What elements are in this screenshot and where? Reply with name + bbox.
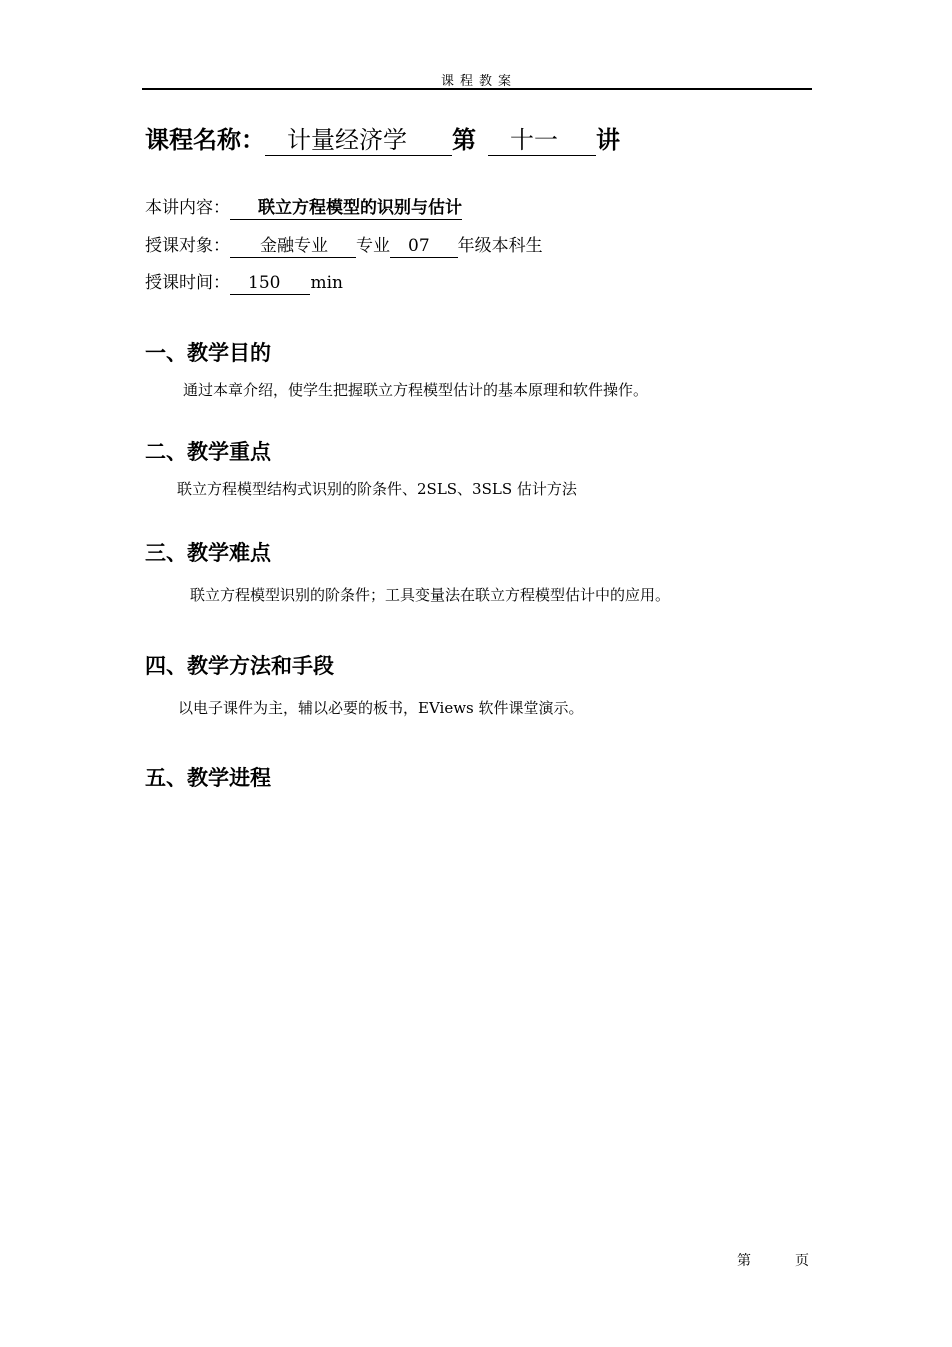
lecture-prefix: 第 xyxy=(452,126,476,154)
header-rule xyxy=(142,88,812,90)
grade-suffix: 年级本科生 xyxy=(457,236,543,256)
content-label: 本讲内容： xyxy=(145,198,230,218)
time-unit: min xyxy=(310,273,343,293)
section-body-methods: 以电子课件为主，辅以必要的板书，EViews 软件课堂演示。 xyxy=(178,699,584,717)
target-label: 授课对象： xyxy=(145,236,230,256)
course-title-line xyxy=(145,120,620,156)
teaching-time-row xyxy=(145,268,343,295)
page-number-suffix: 页 xyxy=(795,1253,809,1269)
section-heading-key-points: 二、教学重点 xyxy=(145,440,271,464)
lecture-number: 十一 xyxy=(488,127,596,156)
section-body-difficulties: 联立方程模型识别的阶条件；工具变量法在联立方程模型估计中的应用。 xyxy=(190,586,671,604)
section-body-objectives: 通过本章介绍，使学生把握联立方程模型估计的基本原理和软件操作。 xyxy=(183,381,649,399)
lecture-suffix: 讲 xyxy=(596,126,620,154)
time-value: 150 xyxy=(230,274,310,295)
lecture-content-row xyxy=(145,193,462,220)
target-audience-row xyxy=(145,231,543,258)
major-unit: 专业 xyxy=(356,236,390,256)
grade-value: 07 xyxy=(390,237,458,258)
section-body-key-points: 联立方程模型结构式识别的阶条件、2SLS、3SLS 估计方法 xyxy=(177,480,577,498)
page-number-prefix: 第 xyxy=(737,1253,751,1269)
section-heading-objectives: 一、教学目的 xyxy=(145,341,271,365)
section-heading-methods: 四、教学方法和手段 xyxy=(145,654,334,678)
section-heading-process: 五、教学进程 xyxy=(145,766,271,790)
course-label: 课程名称： xyxy=(145,126,265,154)
course-name: 计量经济学 xyxy=(265,127,452,156)
major-value: 金融专业 xyxy=(230,237,356,258)
time-label: 授课时间： xyxy=(145,273,230,293)
content-value: 联立方程模型的识别与估计 xyxy=(230,199,462,220)
section-heading-difficulties: 三、教学难点 xyxy=(145,541,271,565)
page-header-title: 课程教案 xyxy=(440,74,517,89)
